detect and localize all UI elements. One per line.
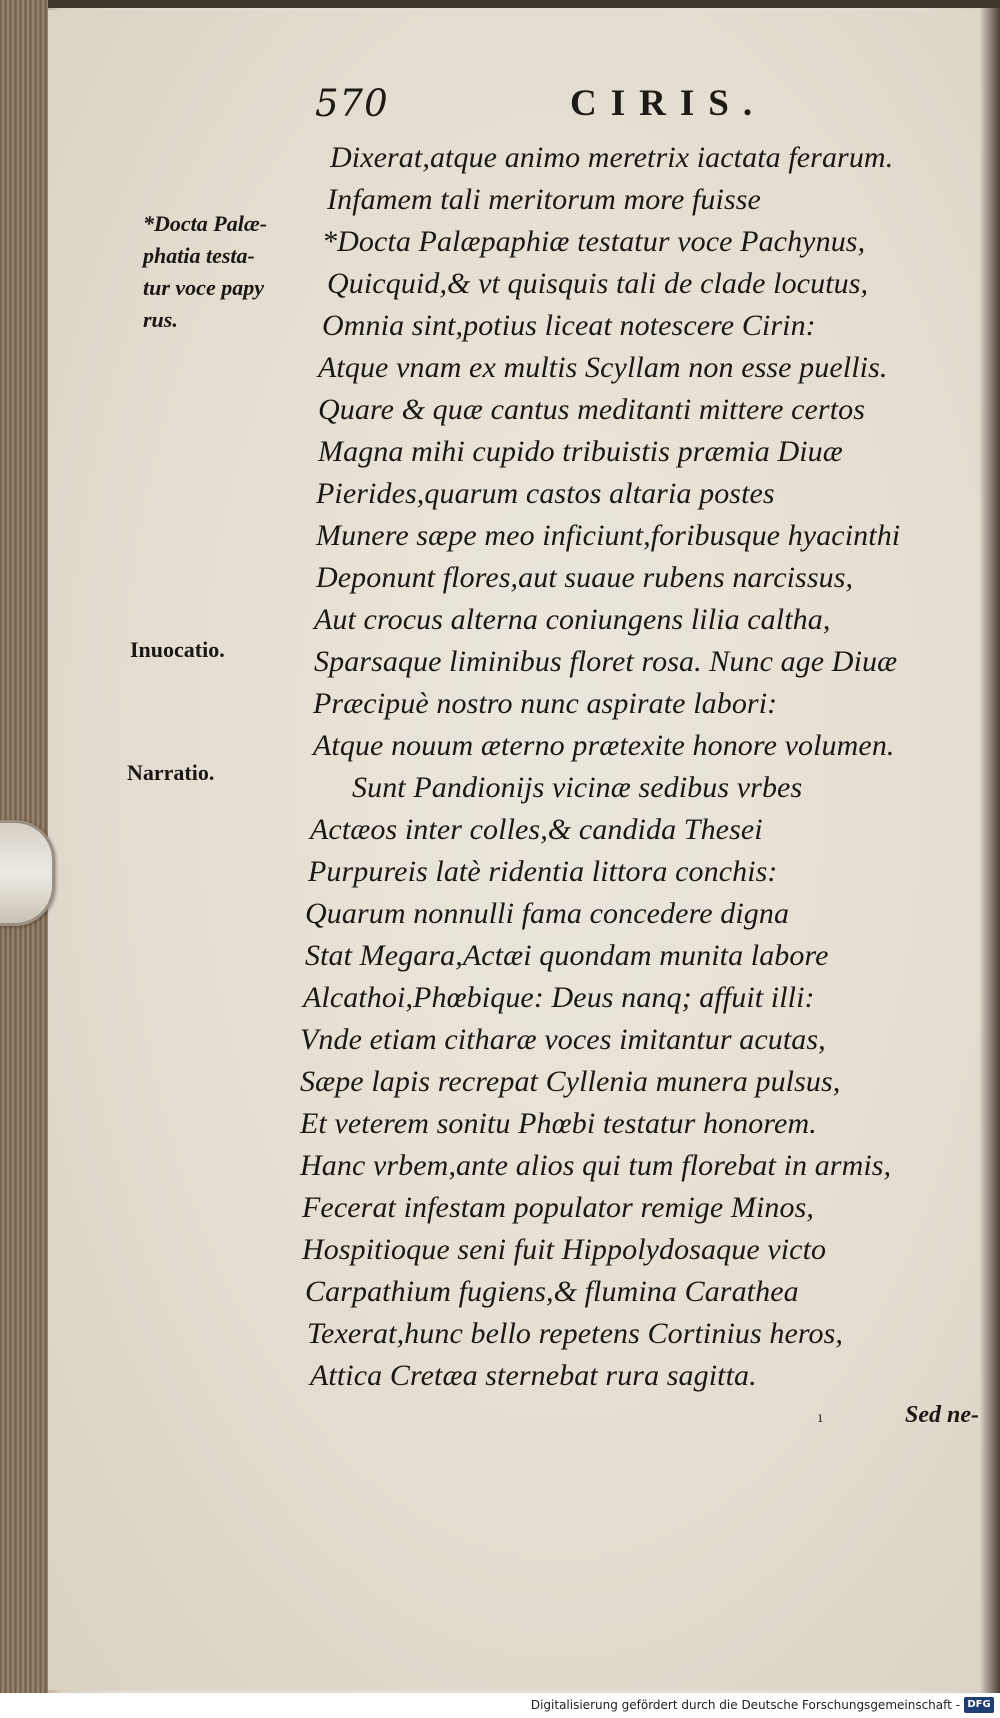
verse-line: Hospitioque seni fuit Hippolydosaque victo — [302, 1233, 827, 1266]
top-shadow — [0, 0, 1000, 8]
verse-line: Purpureis latè ridentia littora conchis: — [308, 855, 778, 888]
verse-line: Et veterem sonitu Phœbi testatur honorem. — [300, 1107, 817, 1140]
page-number: 570 — [315, 82, 389, 125]
verse-line: Aut crocus alterna coniungens lilia caltha, — [314, 603, 831, 636]
verse-line: Stat Megara,Actæi quondam munita labore — [305, 939, 829, 972]
verse-line: Præcipuè nostro nunc aspirate labori: — [313, 687, 778, 720]
margin-note-line: phatia testa- — [143, 243, 255, 268]
verse-line: Pierides,quarum castos altaria postes — [316, 477, 775, 510]
verse-line: Sunt Pandionijs vicinæ sedibus vrbes — [352, 771, 803, 804]
verse-line: Sæpe lapis recrepat Cyllenia munera pulsus, — [300, 1065, 841, 1098]
margin-note-narratio: Narratio. — [127, 760, 215, 785]
verse-line: Carpathium fugiens,& flumina Carathea — [305, 1275, 799, 1308]
margin-note-invocatio: Inuocatio. — [130, 637, 225, 662]
footer-credit: Digitalisierung gefördert durch die Deutsche Forschungsgemeinschaft - — [530, 1698, 960, 1712]
verse-line: Fecerat infestam populator remige Minos, — [302, 1191, 814, 1224]
verse-line: Quicquid,& vt quisquis tali de clade locutus, — [327, 267, 869, 300]
verse-line: Quarum nonnulli fama concedere digna — [305, 897, 790, 930]
margin-note-line: tur voce papy — [143, 275, 264, 300]
verse-line: Sparsaque liminibus floret rosa. Nunc age Diuæ — [314, 645, 898, 678]
stray-mark: ı — [818, 1410, 823, 1426]
verse-line: Alcathoi,Phœbique: Deus nanq; affuit illi: — [303, 981, 815, 1014]
margin-note-line: rus. — [143, 307, 178, 332]
verse-line: Omnia sint,potius liceat notescere Cirin: — [322, 309, 816, 342]
verse-line: Infamem tali meritorum more fuisse — [327, 183, 761, 216]
verse-line: Quare & quæ cantus meditanti mittere certos — [318, 393, 866, 426]
verse-line: *Docta Palæpaphiæ testatur voce Pachynus, — [322, 225, 866, 258]
verse-line: Atque vnam ex multis Scyllam non esse puellis. — [318, 351, 888, 384]
verse-line: Magna mihi cupido tribuistis præmia Diuæ — [318, 435, 843, 468]
verse-line: Atque nouum æterno prætexite honore volumen. — [313, 729, 895, 762]
running-head: CIRIS. — [570, 83, 767, 124]
verse-line: Dixerat,atque animo meretrix iactata ferarum. — [330, 141, 894, 174]
verse-line: Deponunt flores,aut suaue rubens narcissus, — [316, 561, 854, 594]
verse-line: Texerat,hunc bello repetens Cortinius heros, — [307, 1317, 844, 1350]
verse-line: Attica Cretæa sternebat rura sagitta. — [310, 1359, 757, 1392]
verse-line: Vnde etiam citharæ voces imitantur acutas, — [300, 1023, 826, 1056]
verse-line: Actæos inter colles,& candida Thesei — [310, 813, 763, 846]
catchword: Sed ne- — [905, 1402, 979, 1428]
margin-note-docta — [143, 208, 318, 336]
dfg-logo: DFG — [964, 1697, 994, 1713]
page-clip — [0, 820, 55, 926]
margin-note-line: *Docta Palæ- — [143, 211, 268, 236]
verse-line: Hanc vrbem,ante alios qui tum florebat in armis, — [300, 1149, 892, 1182]
digitization-footer — [0, 1693, 1000, 1718]
verse-line: Munere sæpe meo inficiunt,foribusque hyacinthi — [316, 519, 901, 552]
